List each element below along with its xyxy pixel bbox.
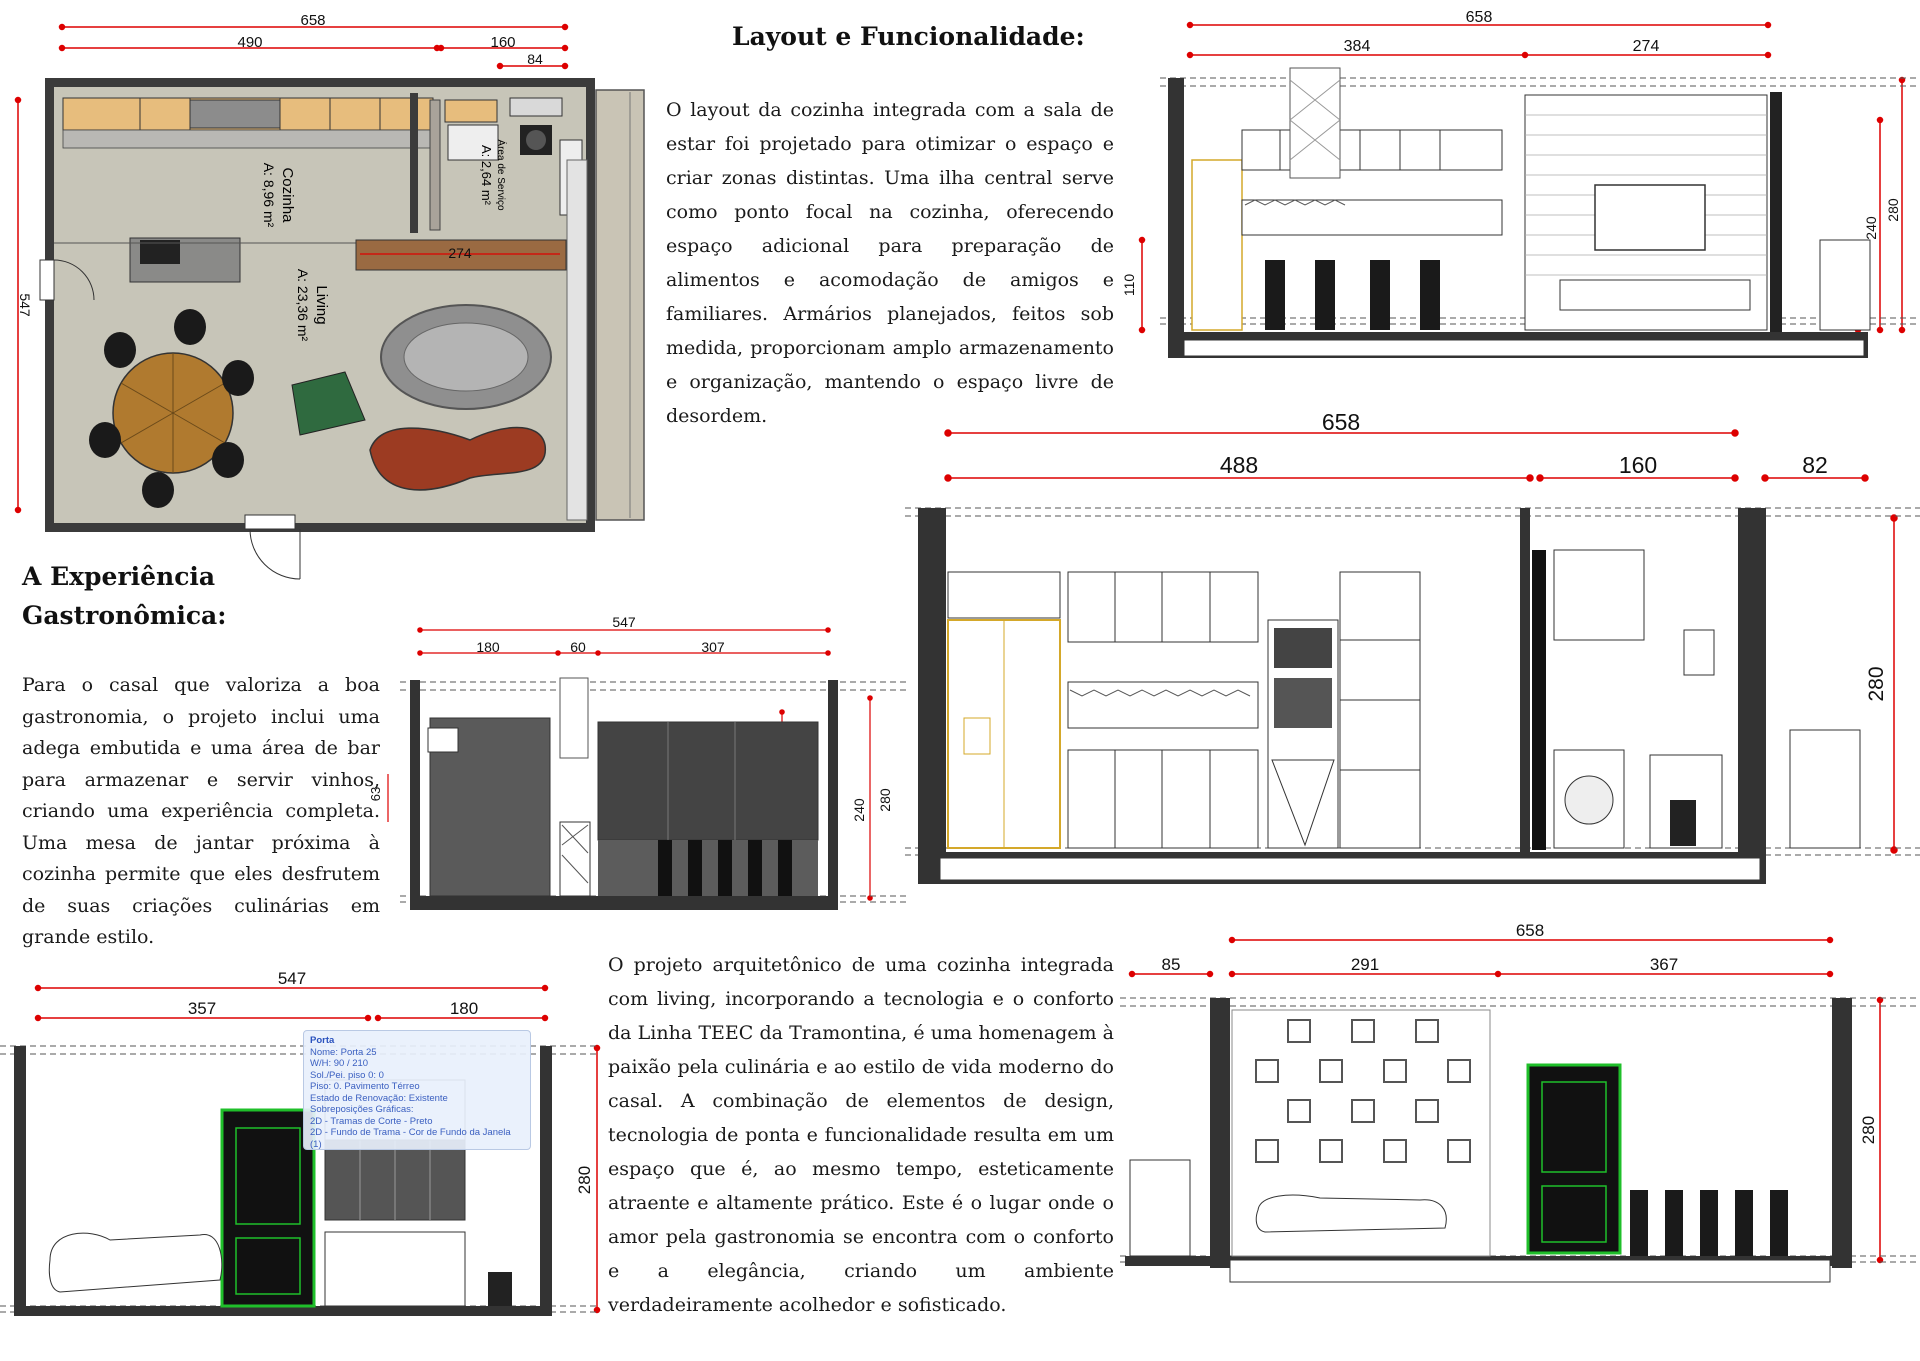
experience-paragraph: Para o casal que valoriza a boa gastronomia, o projeto inclui uma adega embutida e uma área de bar para armazenar e servir vinhos, criando uma experiência completa. Uma mesa de jantar próxima à cozinha permite que eles desfrutem de suas criações culinárias em grande estilo.: [22, 674, 380, 948]
etr-dim-h2: 240: [1863, 216, 1879, 240]
elevation-middle-right-drawing: [900, 400, 1920, 900]
elevation-bottom-left: [0, 960, 600, 1357]
tooltip-line: W/H: 90 / 210: [310, 1058, 369, 1069]
svg-text:A: 23,36 m²: A: 23,36 m²: [295, 268, 311, 342]
ebl-dim-height: 280: [575, 1165, 594, 1195]
tooltip-line: Sobreposições Gráficas:: [310, 1104, 414, 1115]
elevation-bottom-right: [1120, 910, 1920, 1357]
tooltip-line: 2D - Tramas de Corte - Preto: [310, 1115, 433, 1127]
etr-dim-left: 384: [1343, 38, 1371, 55]
tooltip-line: Sol./Pei. piso 0: 0: [310, 1069, 384, 1081]
plan-dim-side: 547: [17, 293, 33, 317]
ec-dim-b: 60: [570, 639, 586, 655]
experience-heading-line2: Gastronômica:: [22, 600, 227, 630]
svg-text:Área de Serviço: Área de Serviço: [495, 139, 506, 211]
svg-text:A: 8,96 m²: A: 8,96 m²: [261, 162, 277, 228]
ec-dim-h3: 280: [877, 788, 893, 812]
etr-dim-h3: 280: [1885, 198, 1901, 222]
svg-text:A: 2,64 m²: A: 2,64 m²: [479, 145, 494, 205]
tooltip-line: Nome: Porta 25: [310, 1046, 377, 1058]
ebr-dim-c: 367: [1649, 955, 1679, 974]
layout-paragraph: O layout da cozinha integrada com a sala de estar foi projetado para otimizar o espaço e criar zonas distintas. Uma ilha central serve como ponto focal na cozinha, oferecendo espaço adicional para preparação de alimentos e acomodação de amigos e familiares. Armários planejados, feitos sob medida, proporcionam amplo armazenamento e organização, mantendo o espaço livre de desordem.: [666, 99, 1114, 427]
ec-dim-total: 547: [612, 614, 636, 630]
floor-plan: [0, 0, 640, 600]
elevation-center: [368, 600, 910, 930]
etr-dim-h1: 110: [1121, 273, 1137, 297]
ebl-dim-left: 357: [187, 999, 217, 1018]
ebl-dim-total: 547: [277, 969, 307, 988]
tooltip-title: Porta: [310, 1035, 335, 1046]
room-label-service: [479, 139, 508, 211]
ebr-dim-total: 658: [1515, 921, 1545, 940]
project-paragraph: O projeto arquitetônico de uma cozinha integrada com living, incorporando a tecnologia e o conforto da Linha TEEC da Tramontina, é uma homenagem à paixão pela culinária e ao estilo de vida moderno do casal. A combinação de elementos de design, tecnologia de ponta e funcionalidade resulta em um espaço que é, ao mesmo tempo, esteticamente atraente e altamente prático. Este é o lugar onde o amor pela gastronomia se encontra com o conforto e a elegância, criando um ambiente verdadeiramente acolhedor e sofisticado.: [608, 954, 1114, 1316]
tooltip-line: 2D - Fundo de Trama - Cor de Fundo da Janela (1): [310, 1127, 511, 1150]
ebr-dim-b: 291: [1350, 955, 1380, 974]
plan-dim-small: 84: [527, 51, 543, 67]
ec-dim-a: 180: [476, 639, 500, 655]
plan-dim-island: 274: [448, 245, 472, 261]
etr-dim-right: 274: [1632, 38, 1660, 55]
ebl-dim-right: 180: [449, 999, 479, 1018]
emr-dim-height: 280: [1865, 666, 1888, 702]
elevation-center-drawing: [368, 600, 910, 930]
emr-dim-mid: 160: [1618, 452, 1658, 478]
svg-text:Cozinha: Cozinha: [279, 167, 296, 223]
tv: [1595, 185, 1705, 250]
tooltip-line: Piso: 0. Pavimento Térreo: [310, 1081, 420, 1092]
tooltip-line: Estado de Renovação: Existente: [310, 1092, 448, 1104]
layout-heading: Layout e Funcionalidade:: [732, 22, 1085, 51]
elevation-top-right-drawing: [1120, 0, 1920, 370]
ebr-dim-a: 85: [1161, 955, 1181, 974]
ec-dim-h1: 63: [368, 786, 383, 802]
etr-dim-total: 658: [1465, 9, 1493, 26]
svg-text:Living: Living: [313, 285, 330, 325]
experience-heading: [22, 558, 226, 636]
plan-dim-right: 160: [490, 34, 516, 51]
elevation-bottom-right-drawing: [1120, 910, 1920, 1357]
emr-dim-total: 658: [1321, 409, 1361, 435]
ec-dim-h2: 240: [851, 798, 867, 822]
emr-dim-right: 82: [1802, 452, 1828, 478]
elevation-bottom-left-drawing: [0, 960, 600, 1357]
plan-dim-total: 658: [300, 12, 326, 29]
experience-heading-line1: A Experiência: [22, 562, 216, 591]
elevation-middle-right: [900, 400, 1920, 900]
elevation-top-right: [1120, 0, 1920, 370]
balcony: [596, 90, 644, 520]
emr-dim-left: 488: [1219, 452, 1259, 478]
ebr-dim-height: 280: [1859, 1115, 1878, 1145]
ec-dim-c: 307: [701, 639, 725, 655]
plan-dim-left: 490: [237, 34, 263, 51]
door-info-tooltip: [303, 1030, 531, 1150]
floor-plan-drawing: [0, 0, 640, 600]
